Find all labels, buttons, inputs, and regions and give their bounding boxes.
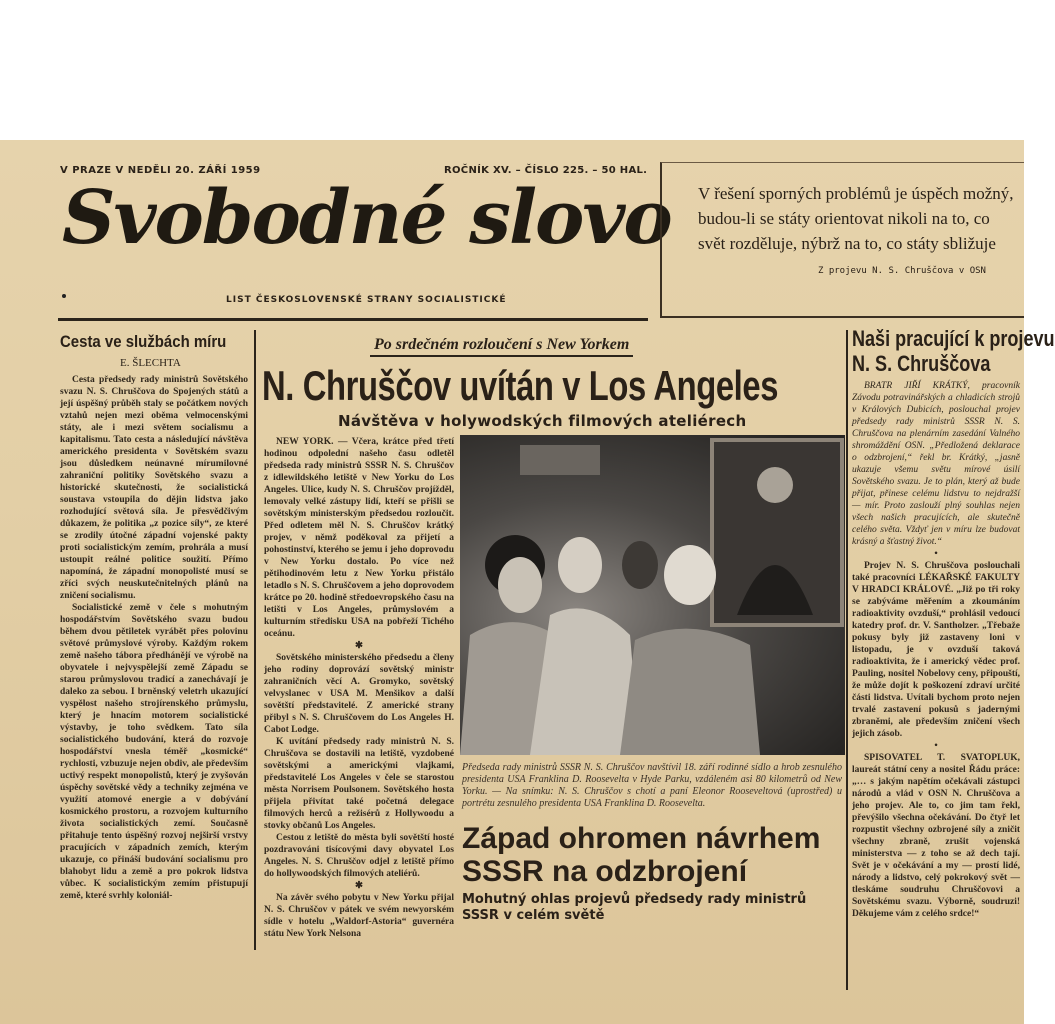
issue-info: ROČNÍK XV. – ČÍSLO 225. – 50 HAL. [444, 165, 648, 176]
bullet-dot [62, 294, 66, 298]
newspaper-logo: Svobodné slovo [62, 175, 671, 261]
right-title-line1: Naši pracující k projevu [852, 326, 1055, 351]
left-article-author: E. ŠLECHTA [120, 357, 181, 369]
paragraph: Cesta předsedy rady ministrů Sovětského svazu N. S. Chruščova do Spojených států a její úspěšný průběh staly se počátkem nových vztahů nejen mezi oběma velmocenskými státy, ale i mezi světem socialismu a kapitalismu. Tato cesta a následující návštěva amerického presidenta v Sovětském svazu jsou důsledkem neúnavné mírumilovné zahraniční politiky Sovětského svazu a historické skutečnosti, že socialistická soustava vstoupila do dějin lidstva jako rozhodující světová síla. Je přesvědčivým důkazem, že politika „z pozice síly“, ze které se zrodily útočné západní vojenské pakty proti socialistickým zemím, prohrála a musí ustoupit reálné politice soužití. Přímo napomíná, že západní monopolisté musí se zříci svých neuskutečnitelných plánů na zničení socialismu. [60, 375, 248, 601]
paragraph: Cestou z letiště do města byli sovětští hosté pozdravováni tisícovými davy obyvatel Los Angeles. N. S. Chruščov odjel z letiště přímo do hollywoodských filmových ateliérů. [264, 833, 454, 879]
paragraph: K uvítání předsedy rady ministrů N. S. Chruščova se dostavili na letiště, vyzdobené sovětskými a americkými vlajkami, představitelé Los Angeles v čele se starostou města Norrisem Poulsonem. Sovětského hosta přijela přivítat také početná delegace filmových herců a režisérů z Hollywoodu a stovky občanů Los Angeles. [264, 737, 454, 831]
paragraph: BRATR JIŘÍ KRÁTKÝ, pracovník Závodu potravinářských a chladicích strojů v Králových Dubicích, poslouchal projev předsedy rady ministrů SSSR N. S. Chruščova na plenárním zasedání Valného shromáždění OSN. „Předložená deklarace o odzbrojení,“ řekl br. Krátký, „jasně ukazuje všemu světu mírové úsilí Sovětského svazu. Je to plán, který až bude přijat, přinese celému lidstvu to nejdražší — mír. Proto zaslouží plný souhlas nejen všech našich pracujících, ale skutečně celého světa. Vždyť jen v míru lze budovat krásný a šťastný život.“ [852, 381, 1020, 547]
left-article-body [60, 374, 248, 902]
column-divider [846, 330, 848, 990]
paragraph: NEW YORK. — Včera, krátce před třetí hodinou odpolední našeho času odletěl předseda rady ministrů SSSR N. S. Chruščov z idlewildského letiště v New Yorku do Los Angeles. Ulice, kudy N. S. Chruščov projížděl, lemovaly velké zástupy lidí, kteří se přišli se sovětským ministerským předsedou rozloučit. Před odletem měl N. S. Chruščov krátký projev, v němž poděkoval za přijetí a pohostinství, kterého se jemu i jeho doprovodu v New Yorku dostalo. Po více než pětihodinovém letu z New Yorku přistálo letadlo s N. S. Chruščovem a jeho doprovodem krátce po 20. hodině středoevropského času na letišti v Los Angeles, průmyslovém a kulturním středisku USA na pobřeží Tichého oceánu. [264, 437, 454, 639]
right-title-line2: N. S. Chruščova [852, 351, 991, 376]
paragraph: Sovětského ministerského předsedu a členy jeho rodiny doprovází sovětský ministr zahraničních věcí A. Gromyko, sovětský velvyslanec v USA M. Menšikov a další sovětští představitelé. Z americké strany přibyl s N. S. Chruščovem do Los Angeles H. Cabot Lodge. [264, 653, 454, 735]
quote-source: Z projevu N. S. Chruščova v OSN [818, 266, 986, 276]
tagline: LIST ČESKOSLOVENSKÉ STRANY SOCIALISTICKÉ [226, 295, 507, 305]
right-article-body [852, 380, 1020, 920]
paragraph: SPISOVATEL T. SVATOPLUK, laureát státní ceny a nositel Řádu práce: „… s jakým napětím očekávali zástupci národů a vlád v OSN N. Chruščova a jeho projev. Ale to, co jim tam řekl, převýšilo všechna očekávání. Do čtyř let rozpustit všechny ozbrojené síly a zničit všechny zbraně, zrušit vojenská ministerstva — z toho se až dech tají. Svět je v očekávání a my — prostí lidé, národy a lidstvo, celý pokrokový svět — tleskáme soudruhu Chruščovovi a Sovětskému svazu. Výborně, soudruzi! Děkujeme vám z celého srdce!“ [852, 753, 1020, 919]
paragraph: Socialistické země v čele s mohutným hospodářstvím Sovětského svazu budou během dvou pětiletek vyrábět přes polovinu světové průmyslové výroby. Každým rokem země našeho tábora předhánějí ve výrobě na obyvatele i nejvyspělejší země Západu se starou průmyslovou tradicí a zanechávají je daleko za sebou. I brněnský veletrh ukazující vyspělost našeho strojírenského průmyslu, který je hnacím motorem socialistické výstavby, je toho svědkem. Tato síla socialistického budování, která do rozvoje hospodářství vnesla téměř „kosmické“ rychlosti, vzbuzuje nejen obdiv, ale především uctivý respekt monopolistů, který je zvyšován úspěchy sovětské vědy a techniky zejména ve využití atomové energie a v dobývání kosmického prostoru, a rozvojem kulturního života socialistických zemí. Současně přitahuje tento úspěšný rozvoj nejširší vrstvy pracujících v západních zemích, kterým ukazuje, co přináší budování socialismu pro blahobyt lidu a země a pro pokrok lidstva vůbec. K socialistickým zemím přistupují země, které svrhly koloniál- [60, 603, 248, 901]
bottom-headline: Západ ohromen návrhem SSSR na odzbrojení [462, 822, 821, 888]
news-photo [460, 435, 845, 755]
photo-scene [460, 435, 845, 755]
left-article-title: Cesta ve službách míru [60, 332, 227, 351]
main-headline: N. Chruščov uvítán v Los Angeles [262, 362, 779, 409]
dateline: V PRAZE V NEDĚLI 20. ZÁŘÍ 1959 [60, 165, 261, 176]
column-divider [254, 330, 256, 950]
photo-caption: Předseda rady ministrů SSSR N. S. Chruščov navštívil 18. září rodinné sídlo a hrob zesnulého presidenta USA Franklina D. Roosevelta v Hyde Parku, vzdáleném asi 80 kilometrů od New Yorku. — Na snímku: N. S. Chruščov s chotí a paní Eleonor Rooseveltová (uprostřed) u portrétu zesnulého presidenta USA Franklina D. Roosevelta. [462, 762, 842, 809]
main-article-body [264, 436, 454, 940]
paragraph: Na závěr svého pobytu v New Yorku přijal N. S. Chruščov v pátek ve svém newyorském sídle v hotelu „Waldorf-Astoria“ guvernéra státu New York Nelsona [264, 893, 454, 939]
paragraph: Projev N. S. Chruščova poslouchali také pracovníci LÉKAŘSKÉ FAKULTY V HRADCI KRÁLOVÉ. „Již po tři roky se zabýváme měřením a zkoumáním radioaktivity ovzduší,“ prohlásil vedoucí katedry prof. dr. V. Santholzer. „Třebaže pokusy byly již zastaveny loni v listopadu, je v ovzduší taková radioaktivita, že i americký vědec prof. Pauling, nositel Nobelovy ceny, připouští, že může dojít k poškození zdraví určité části lidstva. Uvítali bychom proto nejen trvalé zastavení pokusů s jadernými zbraněmi, ale především zničení všech jejich zásob. [852, 561, 1020, 739]
separator: ✱ [355, 881, 363, 891]
main-subhead: Návštěva v holywodských filmových ateliérech [338, 412, 747, 430]
main-kicker: Po srdečném rozloučení s New Yorkem [370, 336, 633, 357]
newspaper-page [0, 140, 1055, 1024]
separator: ✱ [355, 641, 363, 651]
bottom-subhead: Mohutný ohlas projevů předsedy rady ministrů SSSR v celém světě [462, 892, 807, 923]
right-article-title [852, 326, 1055, 376]
separator: • [934, 741, 938, 751]
masthead-rule [58, 318, 648, 321]
quote-text: V řešení sporných problémů je úspěch možný, budou-li se státy orientovat nikoli na to, co svět rozděluje, nýbrž na to, co státy sbližuje [698, 184, 1014, 253]
quote-box [660, 162, 1024, 318]
separator: • [934, 549, 938, 559]
